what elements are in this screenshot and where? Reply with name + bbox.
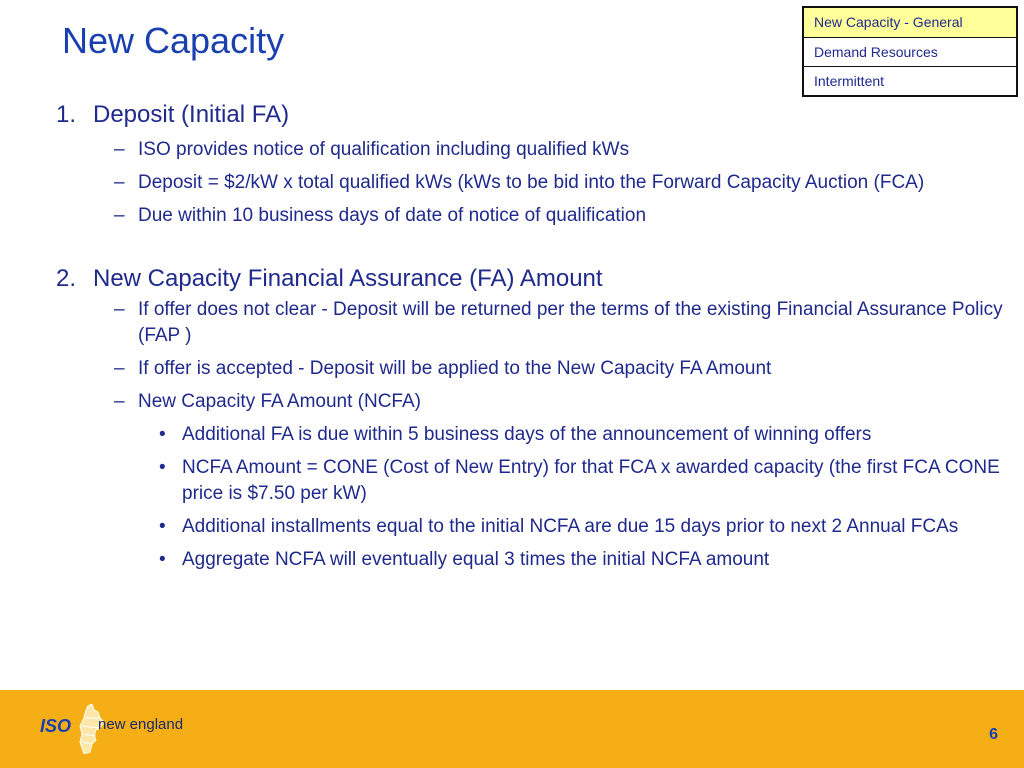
section-heading-text: Deposit (Initial FA) — [93, 101, 290, 128]
list-item — [56, 170, 1021, 196]
section-nav-table — [802, 6, 1018, 97]
section-number: 2. — [56, 265, 77, 292]
dash-bullet-icon: – — [114, 299, 125, 320]
bullet-icon: • — [159, 549, 166, 570]
bullet-icon: • — [159, 516, 166, 537]
logo-iso-text: ISO — [40, 716, 72, 736]
list-item-text: Deposit = $2/kW x total qualified kWs (kWs to be bid into the Forward Capacity Auction (FCA) — [138, 172, 925, 193]
section-heading-text: New Capacity Financial Assurance (FA) Amount — [93, 265, 603, 292]
sub-list-item-text: Additional FA is due within 5 business days of the announcement of winning offers — [182, 424, 872, 445]
dash-bullet-icon: – — [114, 358, 125, 379]
list-item — [56, 137, 1021, 163]
nav-item-new-capacity-general[interactable]: New Capacity - General — [804, 8, 1016, 37]
sub-list-item-text: Aggregate NCFA will eventually equal 3 times the initial NCFA amount — [182, 549, 770, 570]
list-item-text: If offer does not clear - Deposit will be returned per the terms of the existing Financial Assurance Policy (FAP ) — [138, 299, 1003, 346]
dash-bullet-icon: – — [114, 391, 125, 412]
footer-bar — [0, 690, 1024, 768]
bullet-icon: • — [159, 424, 166, 445]
sub-list-item — [56, 514, 1021, 540]
list-item-text: Due within 10 business days of date of notice of qualification — [138, 205, 647, 226]
list-item-text: ISO provides notice of qualification including qualified kWs — [138, 139, 630, 160]
sub-list-item-text: Additional installments equal to the initial NCFA are due 15 days prior to next 2 Annual FCAs — [182, 516, 959, 537]
nav-item-intermittent[interactable]: Intermittent — [804, 66, 1016, 95]
list-item — [56, 356, 1021, 382]
sub-list-item — [56, 422, 1021, 448]
sub-list-item-text: NCFA Amount = CONE (Cost of New Entry) for that FCA x awarded capacity (the first FCA CONE price is $7.50 per kW) — [182, 457, 1000, 504]
nav-item-demand-resources[interactable]: Demand Resources — [804, 37, 1016, 66]
section-number: 1. — [56, 101, 77, 128]
iso-new-england-logo — [40, 704, 190, 754]
sub-list-item — [56, 547, 1021, 573]
list-item-text: New Capacity FA Amount (NCFA) — [138, 391, 421, 412]
dash-bullet-icon: – — [114, 205, 125, 226]
list-item-text: If offer is accepted - Deposit will be applied to the New Capacity FA Amount — [138, 358, 772, 379]
page-number: 6 — [989, 726, 998, 743]
section-heading-ncfa — [56, 264, 1021, 294]
slide-body — [56, 100, 1021, 573]
sub-list-item — [56, 455, 1021, 507]
list-item — [56, 297, 1021, 349]
dash-bullet-icon: – — [114, 139, 125, 160]
logo-new-england-text: new england — [98, 716, 184, 733]
dash-bullet-icon: – — [114, 172, 125, 193]
list-item — [56, 203, 1021, 229]
slide-title: New Capacity — [62, 20, 285, 61]
bullet-icon: • — [159, 457, 166, 478]
list-item — [56, 389, 1021, 415]
section-heading-deposit — [56, 100, 1021, 130]
